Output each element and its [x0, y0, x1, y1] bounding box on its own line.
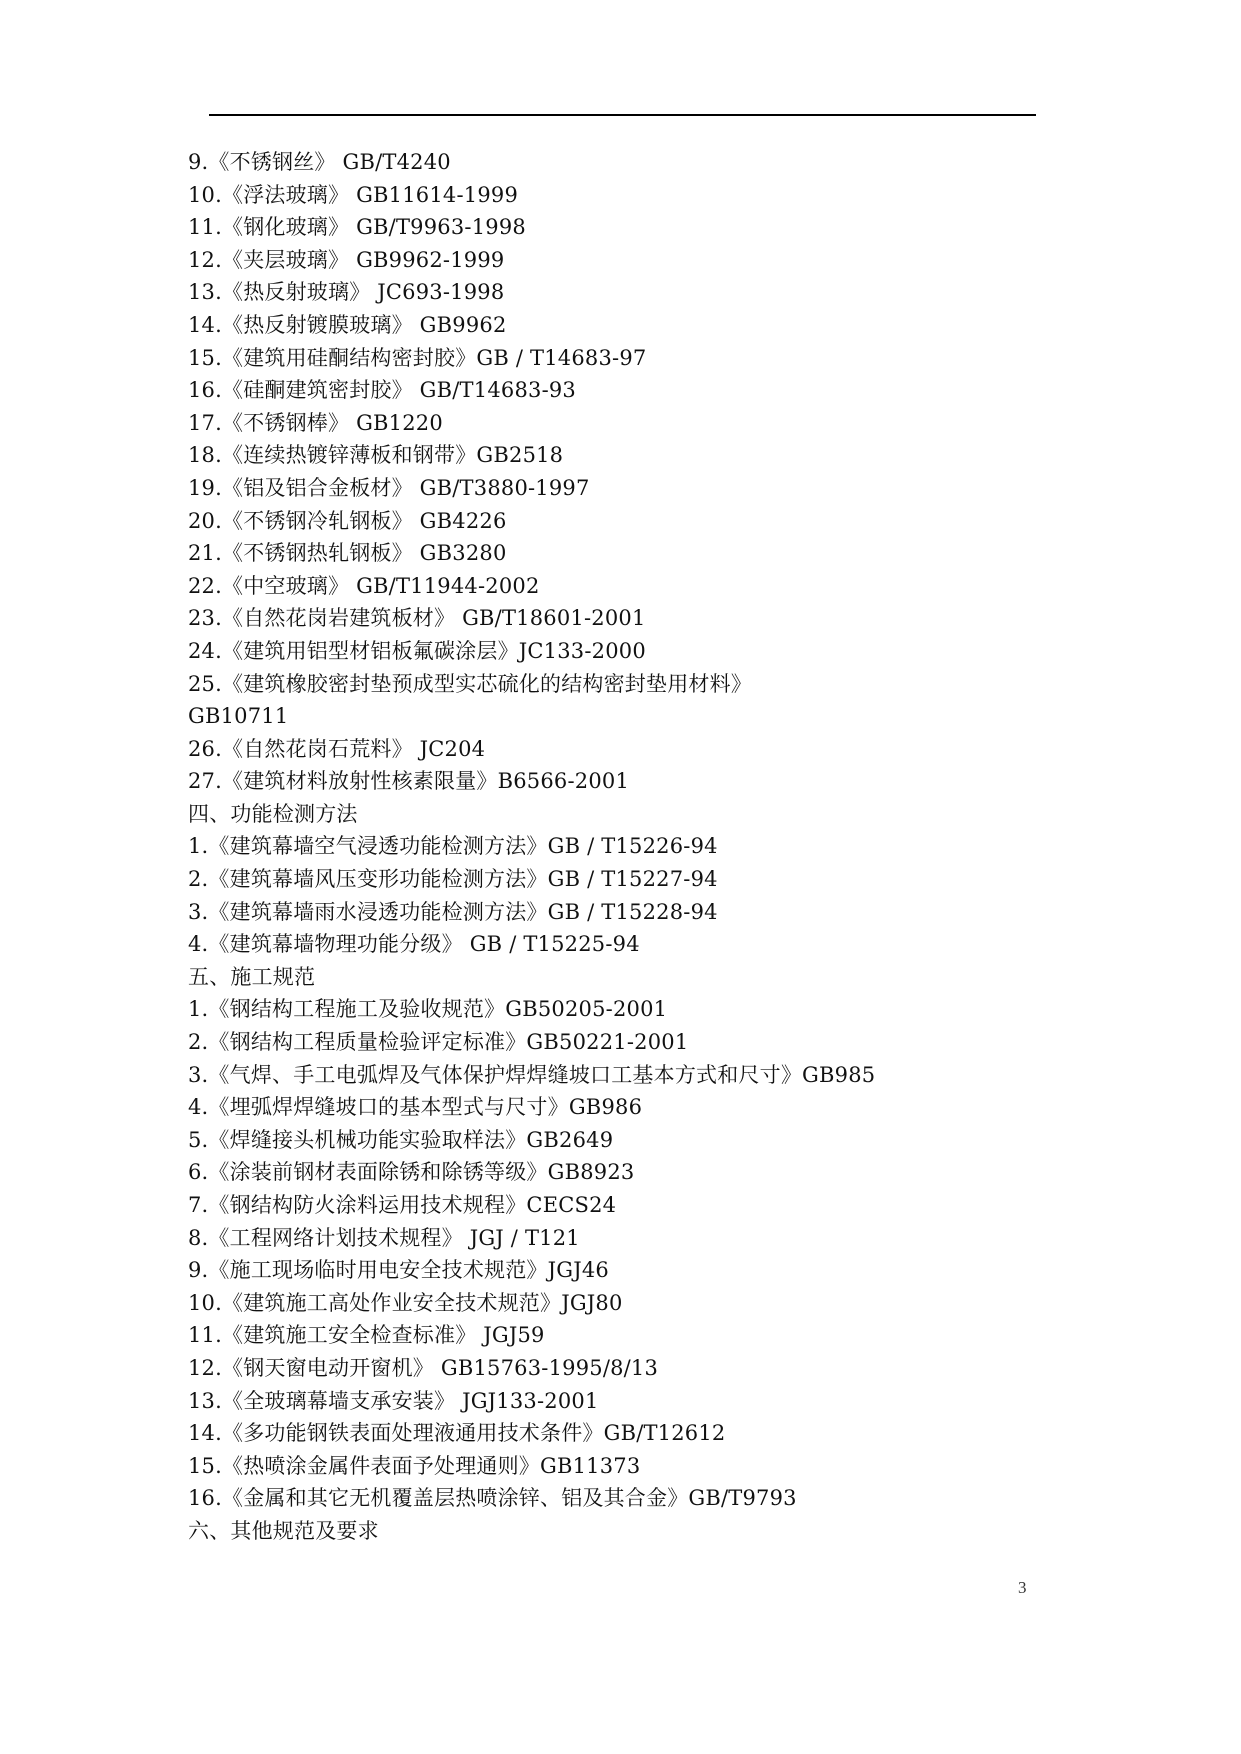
text-line: 16.《硅酮建筑密封胶》 GB/T14683-93 [188, 378, 576, 403]
section-heading: 五、施工规范 [188, 964, 316, 989]
text-line: 12.《夹层玻璃》 GB9962-1999 [188, 247, 505, 272]
text-line: 3.《建筑幕墙雨水浸透功能检测方法》GB / T15228-94 [188, 899, 718, 924]
text-line: 8.《工程网络计划技术规程》 JGJ / T121 [188, 1225, 580, 1250]
page-number: 3 [1018, 1578, 1027, 1597]
text-line: 14.《热反射镀膜玻璃》 GB9962 [188, 312, 507, 337]
text-line: 7.《钢结构防火涂料运用技术规程》CECS24 [188, 1193, 617, 1217]
text-line: 17.《不锈钢棒》 GB1220 [188, 410, 443, 435]
text-line: 12.《钢天窗电动开窗机》 GB15763-1995/8/13 [188, 1355, 659, 1380]
text-line: GB10711 [188, 704, 289, 729]
text-line: 10.《浮法玻璃》 GB11614-1999 [188, 182, 519, 207]
text-line: 27.《建筑材料放射性核素限量》B6566-2001 [188, 769, 630, 794]
section-heading: 六、其他规范及要求 [188, 1518, 379, 1543]
text-line: 10.《建筑施工高处作业安全技术规范》JGJ80 [188, 1290, 623, 1315]
text-line: 15.《建筑用硅酮结构密封胶》GB / T14683-97 [188, 345, 647, 370]
text-line: 24.《建筑用铝型材铝板氟碳涂层》JC133-2000 [188, 638, 646, 663]
text-line: 9.《不锈钢丝》 GB/T4240 [188, 150, 451, 174]
text-line: 23.《自然花岗岩建筑板材》 GB/T18601-2001 [188, 606, 646, 631]
text-line: 1.《建筑幕墙空气浸透功能检测方法》GB / T15226-94 [188, 834, 718, 859]
text-line: 6.《涂装前钢材表面除锈和除锈等级》GB8923 [188, 1160, 635, 1185]
section-heading: 四、功能检测方法 [188, 801, 358, 826]
text-line: 15.《热喷涂金属件表面予处理通则》GB11373 [188, 1453, 641, 1478]
text-line: 21.《不锈钢热轧钢板》 GB3280 [188, 541, 507, 566]
text-line: 20.《不锈钢冷轧钢板》 GB4226 [188, 508, 507, 533]
header-rule [209, 114, 1036, 116]
text-line: 5.《焊缝接头机械功能实验取样法》GB2649 [188, 1127, 614, 1152]
text-line: 2.《建筑幕墙风压变形功能检测方法》GB / T15227-94 [188, 867, 718, 892]
text-line: 11.《建筑施工安全检查标准》 JGJ59 [188, 1323, 545, 1348]
text-line: 13.《全玻璃幕墙支承安装》 JGJ133-2001 [188, 1388, 599, 1413]
text-line: 9.《施工现场临时用电安全技术规范》JGJ46 [188, 1258, 609, 1283]
text-line: 4.《建筑幕墙物理功能分级》 GB / T15225-94 [188, 932, 640, 957]
text-line: 22.《中空玻璃》 GB/T11944-2002 [188, 573, 540, 598]
text-line: 1.《钢结构工程施工及验收规范》GB50205-2001 [188, 997, 668, 1022]
text-line: 25.《建筑橡胶密封垫预成型实芯硫化的结构密封垫用材料》 [188, 671, 752, 696]
text-line: 2.《钢结构工程质量检验评定标准》GB50221-2001 [188, 1030, 689, 1055]
text-line: 11.《钢化玻璃》 GB/T9963-1998 [188, 215, 526, 240]
text-line: 3.《气焊、手工电弧焊及气体保护焊焊缝坡口工基本方式和尺寸》GB985 [188, 1062, 876, 1087]
text-line: 13.《热反射玻璃》 JC693-1998 [188, 280, 505, 305]
text-line: 19.《铝及铝合金板材》 GB/T3880-1997 [188, 475, 590, 500]
document-body [188, 146, 1048, 1548]
text-line: 18.《连续热镀锌薄板和钢带》GB2518 [188, 443, 564, 468]
text-line: 26.《自然花岗石荒料》 JC204 [188, 736, 486, 761]
text-line: 14.《多功能钢铁表面处理液通用技术条件》GB/T12612 [188, 1421, 726, 1446]
text-line: 4.《埋弧焊焊缝坡口的基本型式与尺寸》GB986 [188, 1095, 643, 1120]
text-line: 16.《金属和其它无机覆盖层热喷涂锌、铝及其合金》GB/T9793 [188, 1486, 797, 1511]
